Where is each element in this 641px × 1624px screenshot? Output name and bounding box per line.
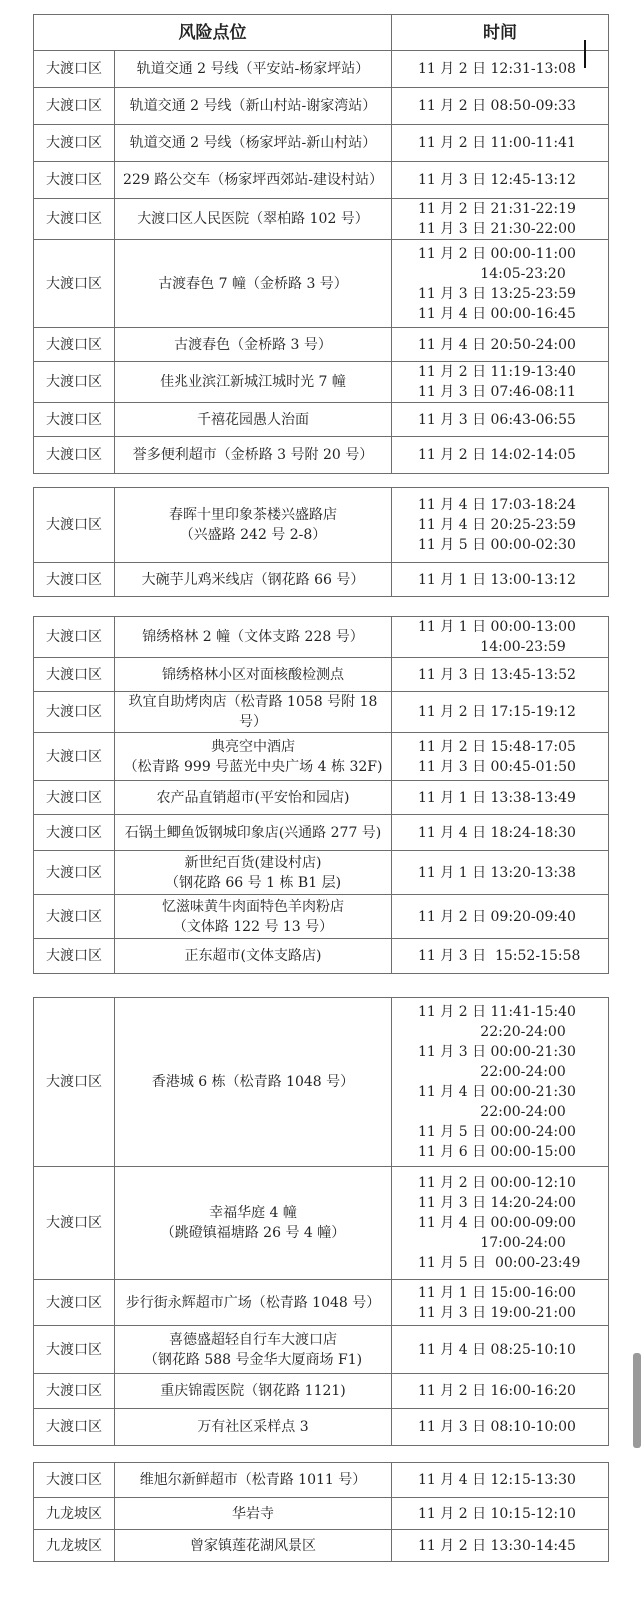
district-cell: 大渡口区 [34, 939, 115, 974]
table-row [34, 781, 609, 815]
table-row [34, 658, 609, 692]
time-cell [392, 51, 609, 88]
time-line: 11 月 4 日 12:15-13:30 [418, 1472, 576, 1488]
location-line: 大渡口区人民医院（翠柏路 102 号） [137, 211, 369, 227]
district-cell: 大渡口区 [34, 563, 115, 597]
district-cell: 大渡口区 [34, 88, 115, 125]
time-cell [392, 125, 609, 162]
time-cell [392, 162, 609, 199]
time-line: 11 月 4 日 00:00-09:00 [418, 1215, 576, 1231]
district-cell: 大渡口区 [34, 851, 115, 895]
location-cell [115, 199, 392, 240]
district-cell: 大渡口区 [34, 781, 115, 815]
location-cell [115, 240, 392, 328]
district-cell: 大渡口区 [34, 692, 115, 733]
location-line: （松青路 999 号蓝光中央广场 4 栋 32F) [123, 758, 383, 775]
district-cell: 大渡口区 [34, 1167, 115, 1280]
location-line: 农产品直销超市(平安怡和园店) [156, 789, 350, 806]
district-cell: 大渡口区 [34, 362, 115, 403]
location-cell [115, 488, 392, 563]
table-row [34, 815, 609, 851]
district-cell: 大渡口区 [34, 437, 115, 474]
time-line: 11 月 2 日 16:00-16:20 [418, 1383, 576, 1399]
time-line: 11 月 4 日 00:00-21:30 [418, 1084, 576, 1100]
location-cell [115, 437, 392, 474]
location-line: 香港城 6 栋（松青路 1048 号） [151, 1074, 355, 1090]
location-line: 轨道交通 2 号线（平安站-杨家坪站） [136, 61, 370, 77]
time-line: 11 月 3 日 06:43-06:55 [418, 411, 576, 428]
location-line: 古渡春色（金桥路 3 号） [174, 336, 332, 353]
time-line: 14:00-23:59 [418, 639, 566, 655]
time-cell [392, 781, 609, 815]
location-line: 步行街永辉超市广场（松青路 1048 号） [125, 1294, 381, 1311]
location-line: 229 路公交车（杨家坪西郊站-建设村站） [123, 172, 383, 188]
time-cell [392, 692, 609, 733]
table-row [34, 362, 609, 403]
table-row [34, 199, 609, 240]
time-line: 11 月 2 日 13:30-14:45 [418, 1537, 576, 1554]
location-line: 锦绣格林 2 幢（文体支路 228 号） [142, 629, 364, 645]
time-line: 11 月 3 日 21:30-22:00 [418, 221, 576, 237]
location-line: 华岩寺 [232, 1505, 274, 1522]
location-line: 维旭尔新鲜超市（松青路 1011 号） [139, 1472, 367, 1488]
time-cell [392, 362, 609, 403]
location-line: 典亮空中酒店 [211, 738, 295, 755]
location-cell [115, 781, 392, 815]
time-cell [392, 733, 609, 781]
location-line: 玖宜自助烤肉店（松青路 1058 号附 18 号） [128, 694, 378, 730]
time-cell [392, 88, 609, 125]
location-cell [115, 617, 392, 658]
district-cell: 大渡口区 [34, 1280, 115, 1326]
location-line: 忆滋味黄牛肉面特色羊肉粉店 [162, 898, 344, 915]
time-line: 11 月 2 日 12:31-13:08 [418, 61, 576, 77]
table-row [34, 125, 609, 162]
district-cell: 大渡口区 [34, 488, 115, 563]
table-row [34, 1409, 609, 1446]
time-line: 11 月 2 日 11:41-15:40 [418, 1004, 576, 1020]
table-row [34, 240, 609, 328]
time-cell [392, 1498, 609, 1530]
time-line: 11 月 2 日 11:00-11:41 [418, 135, 576, 151]
time-line: 11 月 4 日 00:00-16:45 [418, 305, 576, 322]
time-line: 11 月 1 日 00:00-13:00 [418, 619, 576, 635]
time-line: 11 月 5 日 00:00-24:00 [418, 1124, 576, 1140]
district-cell: 大渡口区 [34, 733, 115, 781]
time-cell [392, 1530, 609, 1562]
location-cell [115, 939, 392, 974]
table-segment-5 [33, 1462, 609, 1562]
location-cell [115, 895, 392, 939]
district-cell: 大渡口区 [34, 895, 115, 939]
district-cell: 大渡口区 [34, 403, 115, 437]
time-line: 11 月 6 日 00:00-15:00 [418, 1144, 576, 1160]
location-cell [115, 692, 392, 733]
location-cell [115, 1374, 392, 1409]
time-cell [392, 1409, 609, 1446]
time-cell [392, 328, 609, 362]
time-cell [392, 240, 609, 328]
district-cell: 大渡口区 [34, 1374, 115, 1409]
table-row [34, 733, 609, 781]
time-line: 11 月 1 日 13:20-13:38 [418, 864, 576, 881]
time-line: 11 月 2 日 11:19-13:40 [418, 364, 576, 380]
location-line: 轨道交通 2 号线（杨家坪站-新山村站） [129, 135, 377, 151]
time-line: 11 月 3 日 14:20-24:00 [418, 1195, 576, 1211]
time-line: 11 月 4 日 08:25-10:10 [418, 1341, 576, 1358]
table-segment-2 [33, 487, 609, 597]
location-cell [115, 362, 392, 403]
location-cell [115, 733, 392, 781]
table-row [34, 1530, 609, 1562]
location-line: （兴盛路 242 号 2-8） [179, 527, 327, 543]
time-line: 11 月 4 日 18:24-18:30 [418, 824, 576, 841]
time-cell [392, 939, 609, 974]
time-line: 11 月 4 日 20:50-24:00 [418, 336, 576, 353]
table-row [34, 692, 609, 733]
location-line: 春晖十里印象茶楼兴盛路店 [169, 507, 337, 523]
table-row [34, 488, 609, 563]
table-row [34, 51, 609, 88]
table-row [34, 1326, 609, 1374]
time-cell [392, 1280, 609, 1326]
time-line: 11 月 3 日 07:46-08:11 [418, 384, 576, 400]
time-line: 11 月 3 日 19:00-21:00 [418, 1304, 576, 1321]
location-cell [115, 851, 392, 895]
location-line: （钢花路 66 号 1 栋 B1 层) [164, 874, 342, 891]
location-line: （钢花路 588 号金华大厦商场 F1) [143, 1351, 363, 1368]
location-cell [115, 1498, 392, 1530]
location-line: 正东超市(文体支路店) [184, 948, 322, 964]
location-line: 曾家镇莲花湖风景区 [190, 1537, 316, 1554]
page-edge-mark [584, 40, 586, 68]
district-cell: 大渡口区 [34, 162, 115, 199]
location-cell [115, 1167, 392, 1280]
time-line: 22:00-24:00 [418, 1064, 566, 1080]
table-row [34, 617, 609, 658]
location-cell [115, 815, 392, 851]
header-time: 时间 [392, 15, 609, 51]
location-line: （跳磴镇福塘路 26 号 4 幢） [160, 1225, 346, 1241]
location-line: 佳兆业滨江新城江城时光 7 幢 [160, 374, 346, 390]
district-cell: 大渡口区 [34, 998, 115, 1167]
location-cell [115, 1326, 392, 1374]
district-cell: 大渡口区 [34, 125, 115, 162]
table-row [34, 895, 609, 939]
time-cell [392, 617, 609, 658]
table-segment-4 [33, 997, 609, 1446]
time-line: 11 月 3 日 00:45-01:50 [418, 758, 576, 775]
table-row [34, 1374, 609, 1409]
table-row [34, 162, 609, 199]
time-line: 14:05-23:20 [418, 265, 566, 282]
location-line: 千禧花园愚人治面 [197, 411, 309, 428]
time-line: 11 月 1 日 13:38-13:49 [418, 789, 576, 806]
table-row [34, 939, 609, 974]
time-line: 11 月 1 日 13:00-13:12 [418, 571, 576, 588]
location-line: 万有社区采样点 3 [197, 1419, 309, 1435]
table-row [34, 1463, 609, 1498]
time-line: 11 月 2 日 08:50-09:33 [418, 98, 576, 114]
location-cell [115, 1409, 392, 1446]
table-row [34, 88, 609, 125]
location-line: 石锅土鲫鱼饭钢城印象店(兴通路 277 号) [124, 824, 382, 841]
table-segment-1 [33, 14, 609, 474]
table-row [34, 1498, 609, 1530]
time-line: 11 月 3 日 00:00-21:30 [418, 1044, 576, 1060]
location-cell [115, 658, 392, 692]
scrollbar-thumb[interactable] [633, 1353, 641, 1448]
district-cell: 大渡口区 [34, 199, 115, 240]
time-line: 11 月 5 日 00:00-23:49 [418, 1255, 581, 1271]
location-cell [115, 1530, 392, 1562]
time-cell [392, 1326, 609, 1374]
district-cell: 九龙坡区 [34, 1530, 115, 1562]
district-cell: 大渡口区 [34, 1463, 115, 1498]
table-row [34, 563, 609, 597]
time-cell [392, 658, 609, 692]
time-line: 11 月 3 日 15:52-15:58 [418, 948, 581, 964]
time-line: 11 月 3 日 13:25-23:59 [418, 285, 576, 302]
location-cell [115, 1463, 392, 1498]
time-line: 17:00-24:00 [418, 1235, 566, 1251]
table-row [34, 998, 609, 1167]
table-row [34, 328, 609, 362]
time-cell [392, 437, 609, 474]
district-cell: 大渡口区 [34, 1409, 115, 1446]
time-cell [392, 563, 609, 597]
location-line: 喜德盛超轻自行车大渡口店 [169, 1331, 337, 1348]
district-cell: 大渡口区 [34, 51, 115, 88]
header-location: 风险点位 [34, 15, 392, 51]
time-line: 11 月 4 日 17:03-18:24 [418, 497, 576, 513]
time-line: 11 月 3 日 12:45-13:12 [418, 172, 576, 188]
time-cell [392, 1167, 609, 1280]
location-cell [115, 998, 392, 1167]
location-line: 古渡春色 7 幢（金桥路 3 号） [158, 275, 348, 292]
time-line: 11 月 5 日 00:00-02:30 [418, 537, 576, 553]
district-cell: 大渡口区 [34, 240, 115, 328]
time-line: 11 月 1 日 15:00-16:00 [418, 1284, 576, 1301]
location-line: 誉多便利超市（金桥路 3 号附 20 号） [132, 447, 374, 463]
time-line: 22:00-24:00 [418, 1104, 566, 1120]
district-cell: 大渡口区 [34, 1326, 115, 1374]
table-row [34, 851, 609, 895]
location-cell [115, 1280, 392, 1326]
location-line: 轨道交通 2 号线（新山村站-谢家湾站） [129, 98, 377, 114]
district-cell: 大渡口区 [34, 815, 115, 851]
location-line: 大碗芋儿鸡米线店（钢花路 66 号） [141, 571, 365, 588]
table-row [34, 1167, 609, 1280]
time-cell [392, 851, 609, 895]
time-line: 11 月 2 日 09:20-09:40 [418, 908, 576, 925]
location-cell [115, 162, 392, 199]
location-line: （文体路 122 号 13 号） [172, 918, 334, 935]
time-cell [392, 199, 609, 240]
time-line: 11 月 2 日 00:00-11:00 [418, 245, 576, 262]
location-cell [115, 563, 392, 597]
table-segment-3 [33, 616, 609, 974]
district-cell: 大渡口区 [34, 617, 115, 658]
time-line: 11 月 2 日 21:31-22:19 [418, 201, 576, 217]
location-cell [115, 51, 392, 88]
location-line: 新世纪百货(建设村店) [184, 854, 322, 871]
time-line: 11 月 2 日 17:15-19:12 [418, 704, 576, 720]
time-line: 11 月 2 日 00:00-12:10 [418, 1175, 576, 1191]
location-cell [115, 403, 392, 437]
time-line: 11 月 2 日 15:48-17:05 [418, 738, 576, 755]
time-line: 11 月 4 日 20:25-23:59 [418, 517, 576, 533]
time-cell [392, 1463, 609, 1498]
time-cell [392, 403, 609, 437]
time-cell [392, 998, 609, 1167]
location-line: 重庆锦霞医院（钢花路 1121) [160, 1383, 346, 1399]
location-cell [115, 88, 392, 125]
district-cell: 九龙坡区 [34, 1498, 115, 1530]
time-line: 11 月 3 日 08:10-10:00 [418, 1419, 576, 1435]
table-row [34, 437, 609, 474]
time-line: 11 月 3 日 13:45-13:52 [418, 666, 576, 683]
time-cell [392, 1374, 609, 1409]
location-cell [115, 328, 392, 362]
time-cell [392, 815, 609, 851]
time-line: 11 月 2 日 14:02-14:05 [418, 447, 576, 463]
location-cell [115, 125, 392, 162]
time-line: 11 月 2 日 10:15-12:10 [418, 1505, 576, 1522]
district-cell: 大渡口区 [34, 658, 115, 692]
time-cell [392, 895, 609, 939]
time-cell [392, 488, 609, 563]
table-row [34, 1280, 609, 1326]
district-cell: 大渡口区 [34, 328, 115, 362]
time-line: 22:20-24:00 [418, 1024, 566, 1040]
location-line: 幸福华庭 4 幢 [209, 1205, 297, 1221]
table-row [34, 403, 609, 437]
location-line: 锦绣格林小区对面核酸检测点 [162, 666, 344, 683]
